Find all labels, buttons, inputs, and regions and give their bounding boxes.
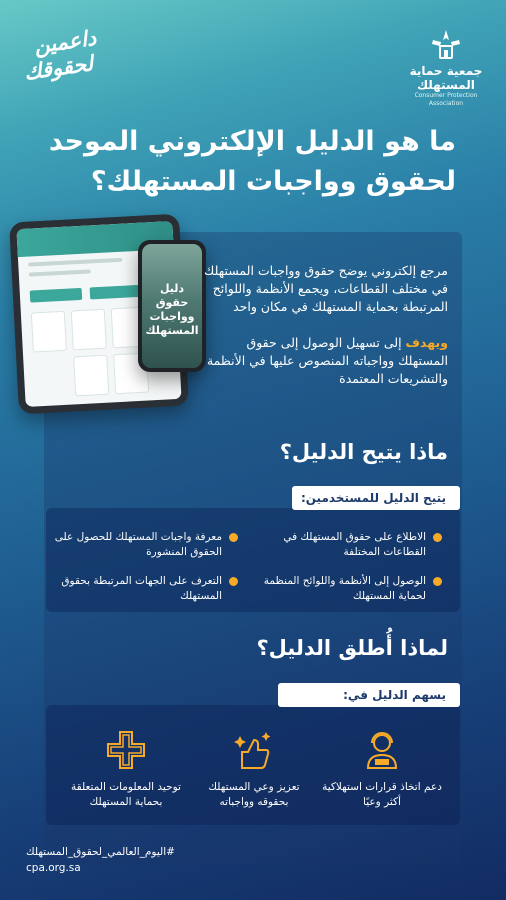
- campaign-logo: [20, 25, 124, 94]
- reason-item: [194, 728, 314, 810]
- feature-text: الوصول إلى الأنظمة واللوائح المنظمة لحماية المستهلك: [263, 575, 426, 602]
- section1-tag: يتيح الدليل للمستخدمين:: [292, 486, 460, 510]
- section1-title: ماذا يتيح الدليل؟: [279, 440, 448, 464]
- phone-title-line: دليل: [159, 282, 185, 295]
- intro-text: [196, 262, 448, 406]
- org-emblem-icon: [429, 28, 463, 62]
- headline-line2: لحقوق وواجبات المستهلك؟: [90, 166, 456, 197]
- unify-puzzle-icon: [104, 728, 148, 772]
- campaign-logo-line2: لحقوقك: [22, 51, 95, 85]
- section2-tag: يسهم الدليل في:: [278, 683, 460, 707]
- bullet-dot-icon: [433, 577, 442, 586]
- feature-item: [52, 530, 222, 560]
- feature-item: [52, 574, 222, 604]
- footer-hashtag: #اليوم_العالمي_لحقوق_المستهلك: [26, 846, 175, 858]
- reason-item: [66, 728, 186, 810]
- intro-aim-word: ويهدف: [405, 335, 448, 350]
- phone-title-line: المستهلك: [145, 324, 199, 337]
- tablet-button: [30, 288, 83, 303]
- headline: [36, 122, 456, 202]
- bullet-dot-icon: [433, 533, 442, 542]
- intro-aim-text: إلى تسهيل الوصول إلى حقوق المستهلك وواجباته المنصوص عليها في الأنظمة والتشريعات المعتمدة: [206, 335, 448, 386]
- tablet-card: [73, 355, 109, 397]
- footer-website[interactable]: cpa.org.sa: [26, 862, 81, 874]
- reason-text: توحيد المعلومات المتعلقة بحماية المستهلك: [71, 781, 181, 808]
- feature-item: [256, 574, 426, 604]
- feature-text: معرفة واجبات المستهلك للحصول على الحقوق المنشورة: [54, 531, 222, 558]
- phone-screen-title: [142, 282, 202, 338]
- feature-item: [256, 530, 426, 560]
- tablet-button: [90, 285, 143, 300]
- reason-text: تعزيز وعي المستهلك بحقوقه وواجباته: [208, 781, 300, 808]
- org-name-ar: جمعية حماية المستهلك: [409, 64, 483, 92]
- headline-line1: ما هو الدليل الإلكتروني الموحد: [48, 126, 456, 157]
- thumbs-up-sparkle-icon: [232, 728, 276, 772]
- org-name-en: Consumer Protection Association: [414, 92, 478, 107]
- tablet-text-line: [29, 269, 92, 276]
- campaign-logo-line1: داعمين: [32, 25, 98, 59]
- feature-text: الاطلاع على حقوق المستهلك في القطاعات المختلفة: [283, 531, 426, 558]
- reason-text: دعم اتخاذ قرارات استهلاكية أكثر وعيًا: [322, 781, 442, 808]
- tablet-card: [31, 311, 67, 353]
- bullet-dot-icon: [229, 577, 238, 586]
- phone-screen: [142, 244, 202, 368]
- phone-title-line: حقوق: [155, 296, 189, 309]
- feature-text: التعرف على الجهات المرتبطة بحقوق المستهلك: [61, 575, 222, 602]
- tablet-text-line: [28, 258, 122, 267]
- section2-title: لماذا أُطلق الدليل؟: [256, 636, 448, 660]
- intro-paragraph-2: [196, 334, 448, 388]
- reason-item: [322, 728, 442, 810]
- bullet-dot-icon: [229, 533, 238, 542]
- org-logo: [408, 28, 484, 108]
- consultant-icon: [360, 728, 404, 772]
- phone-title-line: وواجبات: [149, 310, 195, 323]
- tablet-card: [71, 309, 107, 351]
- intro-paragraph-1: مرجع إلكتروني يوضح حقوق وواجبات المستهلك في مختلف القطاعات، ويجمع الأنظمة واللوائح المرتبطة بحماية المستهلك في مكان واحد: [204, 263, 448, 314]
